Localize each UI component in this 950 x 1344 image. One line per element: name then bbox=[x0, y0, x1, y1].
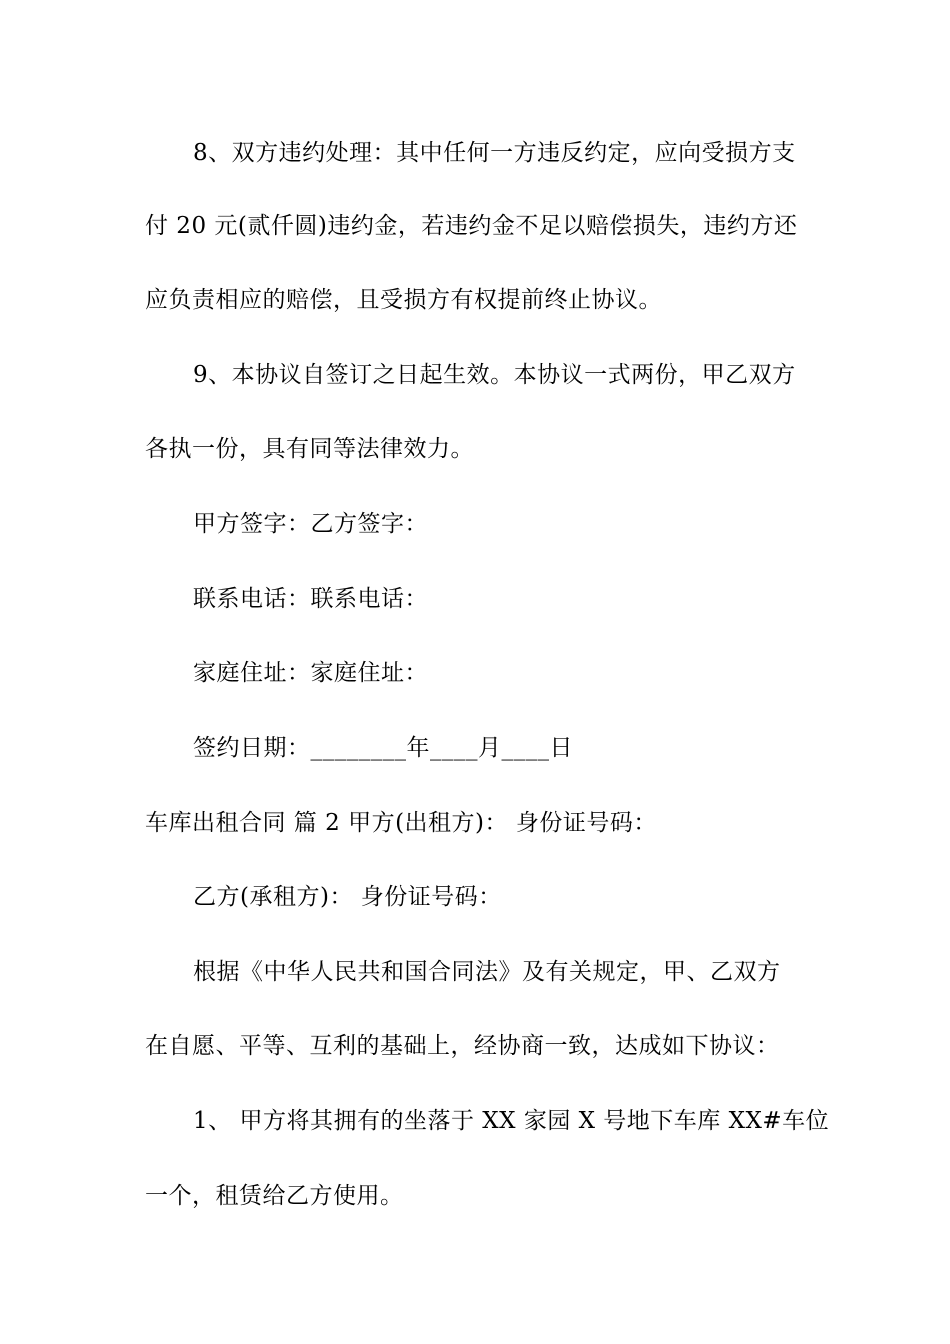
contract-2-heading-line: 车库出租合同 篇 2 甲方(出租方)： 身份证号码： bbox=[145, 810, 657, 836]
clause-8-line-1: 8、双方违约处理：其中任何一方违反约定，应向受损方支 bbox=[193, 140, 796, 166]
clause-9-line-2: 各执一份，具有同等法律效力。 bbox=[145, 436, 474, 462]
signature-line: 甲方签字：乙方签字： bbox=[193, 511, 428, 537]
address-line: 家庭住址：家庭住址： bbox=[193, 660, 428, 686]
clause-9-line-1: 9、本协议自签订之日起生效。本协议一式两份，甲乙双方 bbox=[193, 362, 796, 388]
party-b-line: 乙方(承租方)： 身份证号码： bbox=[193, 884, 502, 910]
sign-date-line: 签约日期：________年____月____日 bbox=[193, 735, 573, 761]
clause-1-line-2: 一个，租赁给乙方使用。 bbox=[145, 1183, 404, 1209]
clause-8-line-3: 应负责相应的赔偿，且受损方有权提前终止协议。 bbox=[145, 287, 662, 313]
phone-line: 联系电话：联系电话： bbox=[193, 586, 428, 612]
clause-1-line-1: 1、 甲方将其拥有的坐落于 XX 家园 X 号地下车库 XX#车位 bbox=[193, 1108, 830, 1134]
preamble-line-1: 根据《中华人民共和国合同法》及有关规定，甲、乙双方 bbox=[193, 959, 781, 985]
clause-8-line-2: 付 20 元(贰仟圆)违约金，若违约金不足以赔偿损失，违约方还 bbox=[145, 213, 798, 239]
preamble-line-2: 在自愿、平等、互利的基础上，经协商一致，达成如下协议： bbox=[145, 1033, 780, 1059]
